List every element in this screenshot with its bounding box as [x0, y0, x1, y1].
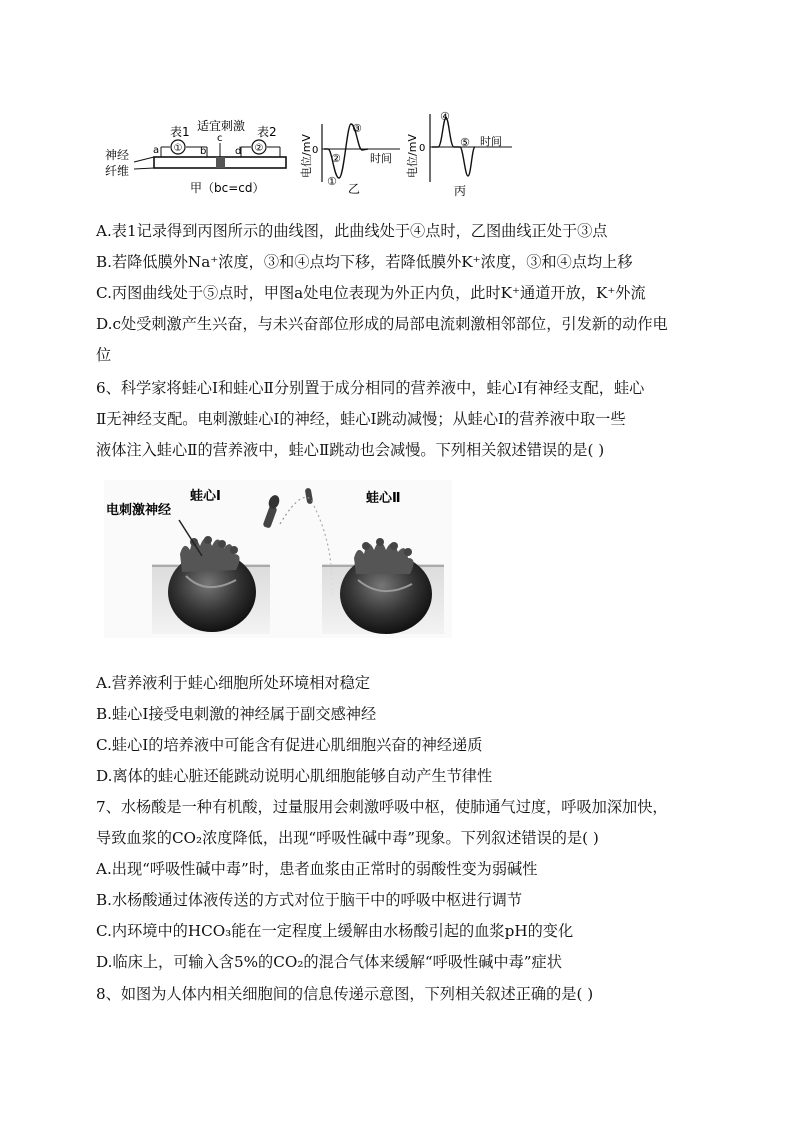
q7-option-a: A.出现“呼吸性碱中毒”时，患者血浆由正常时的弱酸性变为弱碱性: [96, 860, 538, 878]
q6-stem-line3: 液体注入蛙心Ⅱ的营养液中，蛙心Ⅱ跳动也会减慢。下列相关叙述错误的是( ): [96, 441, 605, 459]
q6-stem-line2: Ⅱ无神经支配。电刺激蛙心Ⅰ的神经，蛙心Ⅰ跳动减慢；从蛙心Ⅰ的营养液中取一些: [96, 410, 626, 428]
figure-bing-caption: 丙: [454, 184, 467, 198]
point-c: c: [217, 133, 223, 144]
label-stimulate-nerve: 电刺激神经: [106, 503, 172, 518]
q5-option-d-line2: 位: [96, 346, 112, 364]
q8-stem: 8、如图为人体内相关细胞间的信息传递示意图，下列相关叙述正确的是( ): [96, 985, 594, 1003]
q5-option-c: C.丙图曲线处于⑤点时，甲图a处电位表现为外正内负，此时K⁺通道开放，K⁺外流: [96, 284, 646, 302]
q7-option-b: B.水杨酸通过体液传送的方式对位于脑干中的呼吸中枢进行调节: [96, 891, 523, 909]
q6-option-b: B.蛙心Ⅰ接受电刺激的神经属于副交感神经: [96, 705, 377, 723]
yi-point-3: ③: [352, 122, 362, 135]
bing-zero: 0: [419, 143, 426, 154]
yi-point-2: ②: [331, 152, 341, 165]
q6-option-a: A.营养液利于蛙心细胞所处环境相对稳定: [96, 674, 370, 692]
yi-zero: 0: [312, 145, 319, 156]
point-a: a: [153, 145, 160, 156]
q6-option-d: D.离体的蛙心脏还能跳动说明心肌细胞能够自动产生节律性: [96, 767, 493, 785]
q7-option-c: C.内环境中的HCO₃能在一定程度上缓解由水杨酸引起的血浆pH的变化: [96, 922, 574, 940]
q6-stem-line1: 6、科学家将蛙心Ⅰ和蛙心Ⅱ分别置于成分相同的营养液中，蛙心Ⅰ有神经支配，蛙心: [96, 379, 645, 397]
bing-point-5: ⑤: [460, 136, 470, 149]
figure-jia: [105, 118, 286, 195]
label-heart-1: 蛙心Ⅰ: [190, 489, 221, 504]
nerve-potential-figure: [104, 106, 520, 200]
meter-2-label: 表2: [257, 125, 277, 139]
q5-option-a: A.表1记录得到丙图所示的曲线图，此曲线处于④点时，乙图曲线正处于③点: [96, 222, 608, 240]
figure-yi: [299, 122, 400, 196]
stimulus-label: 适宜刺激: [197, 119, 246, 133]
label-heart-2: 蛙心Ⅱ: [366, 491, 401, 506]
q7-stem-line1: 7、水杨酸是一种有机酸，过量服用会刺激呼吸中枢，使肺通气过度，呼吸加深加快，: [96, 798, 668, 816]
bing-xaxis-label: 时间: [480, 135, 502, 148]
frog-heart-figure: [104, 480, 452, 638]
q6-option-c: C.蛙心Ⅰ的培养液中可能含有促进心肌细胞兴奋的神经递质: [96, 736, 483, 754]
q7-stem-line2: 导致血浆的CO₂浓度降低，出现“呼吸性碱中毒”现象。下列叙述错误的是( ): [96, 829, 599, 847]
q5-option-b: B.若降低膜外Na⁺浓度，③和④点均下移，若降低膜外K⁺浓度，③和④点均上移: [96, 253, 633, 271]
meter-2-mark: ②: [254, 143, 264, 154]
yi-yaxis-label: 电位/mV: [300, 134, 313, 178]
meter-1-label: 表1: [170, 125, 190, 139]
stimulus-zone: [216, 157, 225, 168]
meter-1-mark: ①: [173, 143, 183, 154]
bing-point-4: ④: [440, 110, 450, 123]
fiber-label-2: 纤维: [105, 164, 130, 178]
figure-yi-caption: 乙: [348, 182, 361, 196]
point-b: b: [200, 146, 207, 157]
figure-jia-caption: 甲（bc=cd）: [190, 181, 265, 195]
point-d: d: [235, 146, 242, 157]
figure-bing: [405, 110, 512, 198]
yi-point-1: ①: [327, 175, 337, 188]
q5-option-d-line1: D.c处受刺激产生兴奋，与未兴奋部位形成的局部电流刺激相邻部位，引发新的动作电: [96, 315, 668, 333]
bing-yaxis-label: 电位/mV: [406, 134, 419, 178]
fiber-label-1: 神经: [105, 148, 130, 162]
yi-xaxis-label: 时间: [370, 152, 392, 165]
q7-option-d: D.临床上，可输入含5%的CO₂的混合气体来缓解“呼吸性碱中毒”症状: [96, 953, 562, 971]
